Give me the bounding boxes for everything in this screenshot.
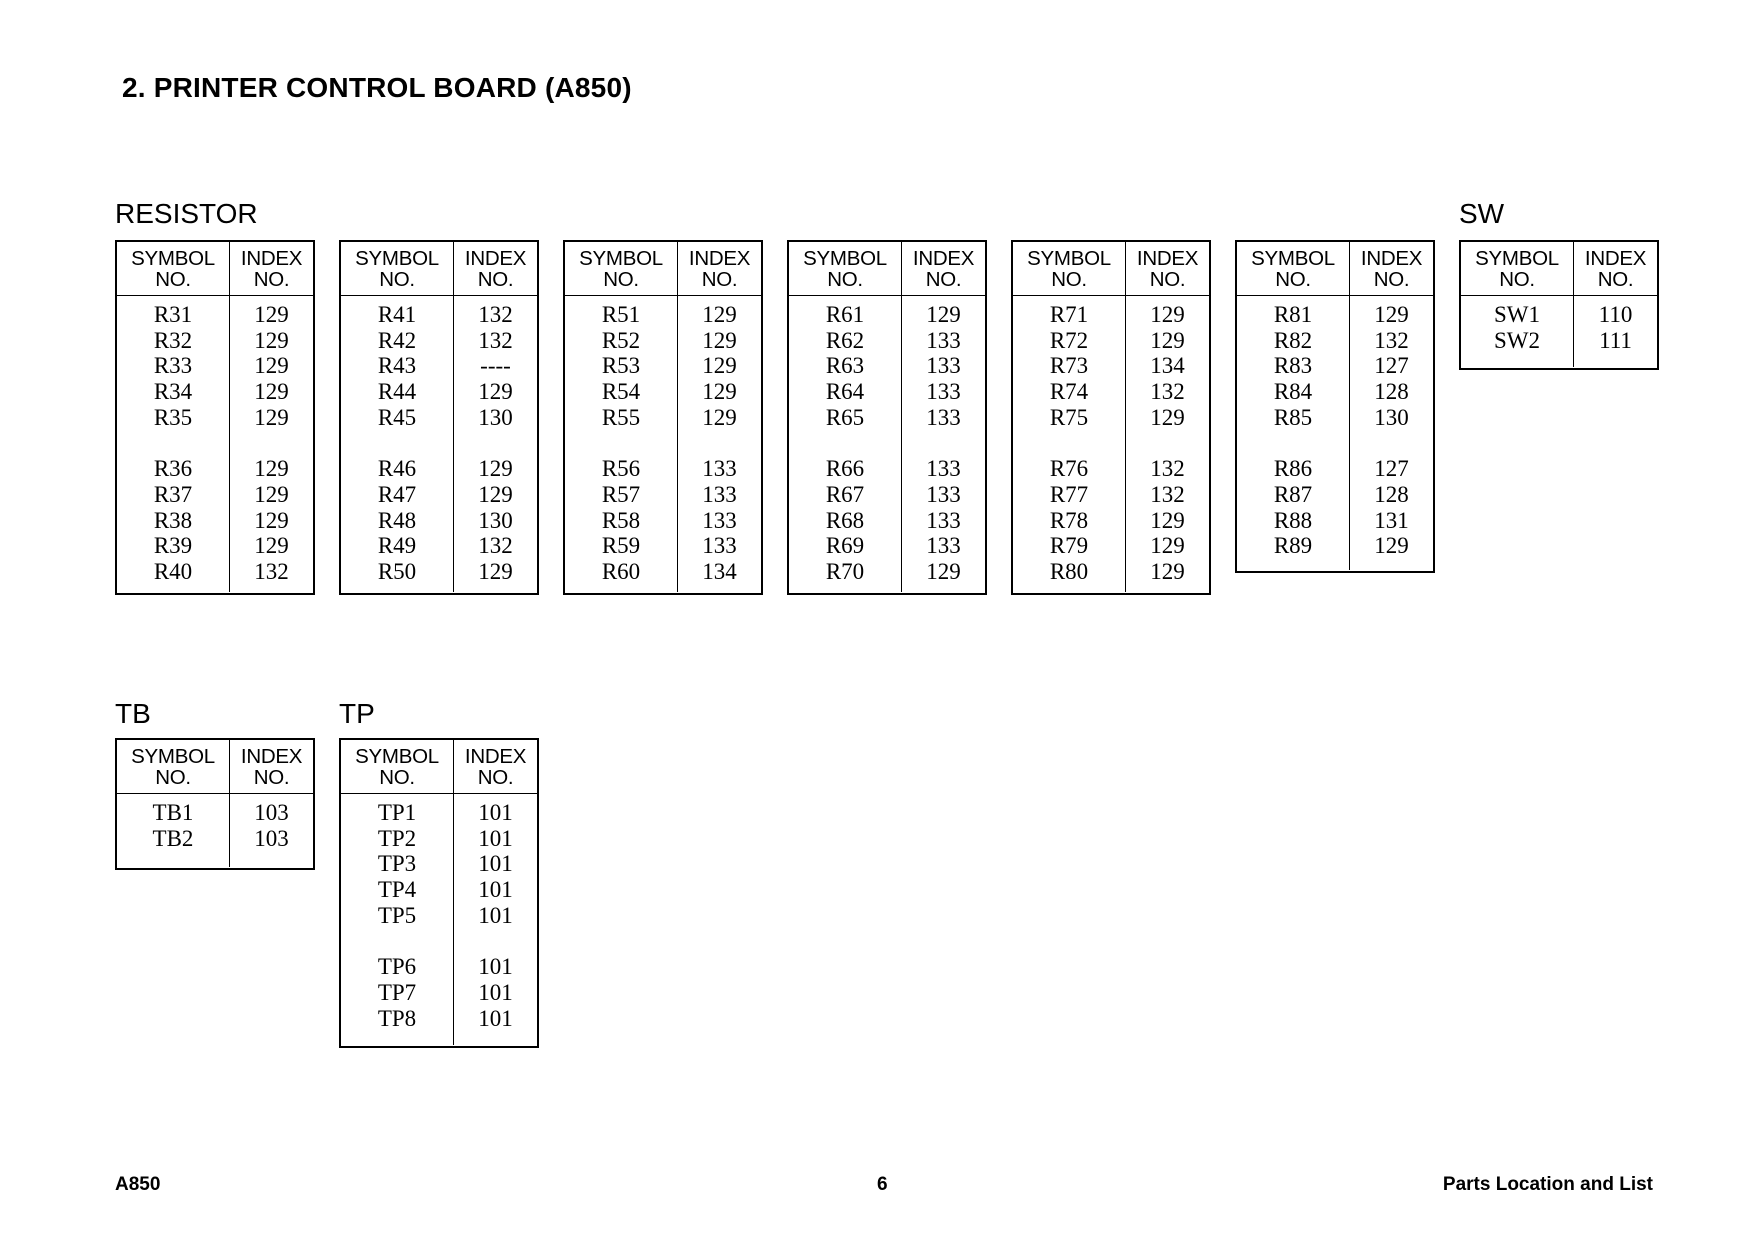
index-no-header: INDEX NO. — [1584, 246, 1647, 291]
symbol-cell: R55 — [601, 404, 641, 430]
symbol-cell: SW2 — [1494, 327, 1540, 353]
index-no-header: INDEX NO. — [464, 744, 527, 789]
table-header — [1013, 242, 1209, 296]
row-gap — [117, 430, 229, 456]
index-cell: 132 — [1150, 456, 1185, 482]
symbol-cell: TP5 — [377, 902, 417, 928]
row-gap — [1237, 430, 1349, 456]
symbol-cell: R86 — [1273, 456, 1313, 482]
symbol-cell: R42 — [377, 327, 417, 353]
symbol-cell: R80 — [1049, 558, 1089, 584]
index-no-header: INDEX NO. — [1136, 246, 1199, 291]
symbol-cell: R58 — [601, 507, 641, 533]
index-cell: 133 — [702, 456, 737, 482]
symbol-cell: TB2 — [152, 825, 194, 851]
index-cell: 129 — [702, 404, 737, 430]
index-cell: ---- — [480, 353, 511, 379]
index-cell: 130 — [478, 507, 513, 533]
index-cell: 101 — [478, 825, 513, 851]
symbol-no-header: SYMBOL NO. — [789, 242, 902, 295]
symbol-cell: R79 — [1049, 533, 1089, 559]
symbol-cell: TP7 — [377, 979, 417, 1005]
symbol-cell: R67 — [825, 481, 865, 507]
index-cell: 133 — [926, 327, 961, 353]
index-column — [454, 296, 537, 592]
symbol-cell: R87 — [1273, 481, 1313, 507]
section-label-sw: SW — [1459, 198, 1505, 229]
index-cell: 130 — [1374, 404, 1409, 430]
symbol-no-header: SYMBOL NO. — [117, 242, 230, 295]
table-header — [1461, 242, 1657, 296]
symbol-cell: R72 — [1049, 327, 1089, 353]
index-cell: 132 — [478, 533, 513, 559]
table-header — [789, 242, 985, 296]
index-cell: 111 — [1599, 327, 1632, 353]
index-cell: 129 — [254, 302, 289, 327]
symbol-cell: R77 — [1049, 481, 1089, 507]
symbol-cell: R53 — [601, 353, 641, 379]
index-cell: 129 — [1150, 327, 1185, 353]
symbol-no-header: SYMBOL NO. — [1461, 242, 1574, 295]
row-gap — [1350, 430, 1433, 456]
index-cell: 129 — [254, 533, 289, 559]
symbol-cell: R69 — [825, 533, 865, 559]
symbol-column — [1013, 296, 1126, 592]
symbol-cell: R37 — [153, 481, 193, 507]
symbol-cell: R75 — [1049, 404, 1089, 430]
symbol-cell: R43 — [377, 353, 417, 379]
index-column — [230, 794, 313, 867]
row-gap — [1126, 430, 1209, 456]
symbol-cell: R45 — [377, 404, 417, 430]
symbol-no-header: SYMBOL NO. — [117, 740, 230, 793]
symbol-cell: R63 — [825, 353, 865, 379]
table-header — [1237, 242, 1433, 296]
page-title: 2. PRINTER CONTROL BOARD (A850) — [122, 72, 632, 103]
symbol-cell: SW1 — [1494, 302, 1540, 327]
symbol-column — [565, 296, 678, 592]
index-cell: 133 — [702, 533, 737, 559]
symbol-cell: R31 — [153, 302, 193, 327]
symbol-cell: R66 — [825, 456, 865, 482]
index-cell: 129 — [478, 558, 513, 584]
symbol-cell: R38 — [153, 507, 193, 533]
index-no-header: INDEX NO. — [240, 744, 303, 789]
symbol-cell: R85 — [1273, 404, 1313, 430]
index-no-header: INDEX NO. — [464, 246, 527, 291]
index-no-header: INDEX NO. — [688, 246, 751, 291]
symbol-cell: R40 — [153, 558, 193, 584]
symbol-cell: R41 — [377, 302, 417, 327]
row-gap — [454, 928, 537, 954]
symbol-cell: TP1 — [377, 800, 417, 825]
symbol-cell: R84 — [1273, 379, 1313, 405]
index-cell: 134 — [702, 558, 737, 584]
index-cell: 132 — [1150, 379, 1185, 405]
symbol-cell: TP3 — [377, 851, 417, 877]
symbol-cell: R33 — [153, 353, 193, 379]
index-cell: 127 — [1374, 456, 1409, 482]
symbol-no-header: SYMBOL NO. — [1013, 242, 1126, 295]
index-column — [902, 296, 985, 592]
symbol-cell: TP6 — [377, 954, 417, 980]
index-column — [230, 296, 313, 592]
index-cell: 133 — [702, 481, 737, 507]
footer-model: A850 — [115, 1174, 161, 1195]
row-gap — [902, 430, 985, 456]
index-cell: 129 — [254, 507, 289, 533]
footer-page-number: 6 — [877, 1174, 888, 1195]
symbol-cell: R39 — [153, 533, 193, 559]
symbol-cell: R74 — [1049, 379, 1089, 405]
index-cell: 133 — [926, 481, 961, 507]
index-cell: 133 — [926, 379, 961, 405]
row-gap — [454, 430, 537, 456]
sw-table — [1459, 240, 1659, 370]
symbol-no-header: SYMBOL NO. — [341, 242, 454, 295]
index-cell: 129 — [254, 404, 289, 430]
index-cell: 101 — [478, 902, 513, 928]
symbol-cell: R48 — [377, 507, 417, 533]
symbol-cell: R34 — [153, 379, 193, 405]
symbol-cell: R36 — [153, 456, 193, 482]
symbol-cell: TP4 — [377, 877, 417, 903]
resistor-table-4 — [787, 240, 987, 595]
index-cell: 129 — [478, 456, 513, 482]
symbol-cell: R35 — [153, 404, 193, 430]
index-cell: 129 — [254, 379, 289, 405]
index-cell: 133 — [926, 404, 961, 430]
index-cell: 129 — [1150, 558, 1185, 584]
symbol-cell: R61 — [825, 302, 865, 327]
index-cell: 129 — [926, 558, 961, 584]
symbol-cell: R47 — [377, 481, 417, 507]
index-no-header: INDEX NO. — [912, 246, 975, 291]
symbol-column — [117, 794, 230, 867]
index-cell: 101 — [478, 800, 513, 825]
index-cell: 129 — [926, 302, 961, 327]
tb-table — [115, 738, 315, 870]
index-cell: 101 — [478, 851, 513, 877]
tp-table — [339, 738, 539, 1048]
row-gap — [341, 928, 453, 954]
symbol-cell: R83 — [1273, 353, 1313, 379]
symbol-cell: R88 — [1273, 507, 1313, 533]
symbol-cell: R54 — [601, 379, 641, 405]
index-column — [678, 296, 761, 592]
section-label-resistor: RESISTOR — [115, 198, 258, 229]
index-cell: 129 — [254, 327, 289, 353]
index-cell: 101 — [478, 954, 513, 980]
symbol-cell: R82 — [1273, 327, 1313, 353]
index-cell: 133 — [926, 353, 961, 379]
symbol-no-header: SYMBOL NO. — [341, 740, 454, 793]
symbol-cell: TP8 — [377, 1005, 417, 1031]
symbol-no-header: SYMBOL NO. — [1237, 242, 1350, 295]
index-cell: 129 — [702, 379, 737, 405]
symbol-cell: R78 — [1049, 507, 1089, 533]
index-cell: 129 — [1150, 302, 1185, 327]
symbol-cell: R64 — [825, 379, 865, 405]
index-cell: 129 — [1374, 302, 1409, 327]
table-header — [117, 740, 313, 794]
symbol-cell: R59 — [601, 533, 641, 559]
symbol-cell: R71 — [1049, 302, 1089, 327]
index-cell: 129 — [478, 379, 513, 405]
symbol-cell: R65 — [825, 404, 865, 430]
index-cell: 129 — [1150, 533, 1185, 559]
index-cell: 128 — [1374, 481, 1409, 507]
symbol-cell: R52 — [601, 327, 641, 353]
resistor-table-1 — [115, 240, 315, 595]
index-no-header: INDEX NO. — [1360, 246, 1423, 291]
index-cell: 129 — [254, 456, 289, 482]
symbol-cell: R73 — [1049, 353, 1089, 379]
row-gap — [341, 430, 453, 456]
row-gap — [230, 430, 313, 456]
symbol-cell: R57 — [601, 481, 641, 507]
resistor-table-2 — [339, 240, 539, 595]
index-cell: 132 — [254, 558, 289, 584]
symbol-cell: R44 — [377, 379, 417, 405]
table-header — [565, 242, 761, 296]
index-no-header: INDEX NO. — [240, 246, 303, 291]
symbol-column — [117, 296, 230, 592]
symbol-cell: R51 — [601, 302, 641, 327]
index-cell: 101 — [478, 877, 513, 903]
symbol-cell: TB1 — [152, 800, 194, 825]
symbol-cell: R60 — [601, 558, 641, 584]
symbol-cell: R68 — [825, 507, 865, 533]
index-cell: 129 — [1150, 507, 1185, 533]
resistor-table-5 — [1011, 240, 1211, 595]
row-gap — [789, 430, 901, 456]
resistor-table-3 — [563, 240, 763, 595]
symbol-cell: R32 — [153, 327, 193, 353]
index-cell: 129 — [254, 481, 289, 507]
row-gap — [565, 430, 677, 456]
index-cell: 132 — [1374, 327, 1409, 353]
symbol-column — [341, 794, 454, 1045]
index-cell: 133 — [926, 533, 961, 559]
symbol-column — [789, 296, 902, 592]
index-cell: 129 — [254, 353, 289, 379]
symbol-cell: R56 — [601, 456, 641, 482]
index-cell: 101 — [478, 1005, 513, 1031]
section-label-tb: TB — [115, 698, 151, 729]
index-cell: 129 — [702, 302, 737, 327]
index-cell: 130 — [478, 404, 513, 430]
index-cell: 131 — [1374, 507, 1409, 533]
section-label-tp: TP — [339, 698, 375, 729]
index-cell: 133 — [926, 456, 961, 482]
table-header — [341, 740, 537, 794]
symbol-cell: TP2 — [377, 825, 417, 851]
index-cell: 133 — [926, 507, 961, 533]
table-header — [117, 242, 313, 296]
index-column — [1350, 296, 1433, 570]
symbol-column — [341, 296, 454, 592]
footer-section-title: Parts Location and List — [1442, 1174, 1653, 1195]
index-cell: 132 — [478, 302, 513, 327]
index-cell: 110 — [1598, 302, 1633, 327]
index-column — [1126, 296, 1209, 592]
symbol-column — [1237, 296, 1350, 570]
index-cell: 129 — [478, 481, 513, 507]
resistor-table-6 — [1235, 240, 1435, 573]
index-cell: 129 — [1374, 533, 1409, 559]
index-cell: 127 — [1374, 353, 1409, 379]
table-header — [341, 242, 537, 296]
index-cell: 103 — [254, 800, 289, 825]
index-cell: 128 — [1374, 379, 1409, 405]
index-cell: 103 — [254, 825, 289, 851]
symbol-cell: R49 — [377, 533, 417, 559]
symbol-no-header: SYMBOL NO. — [565, 242, 678, 295]
symbol-cell: R50 — [377, 558, 417, 584]
index-column — [454, 794, 537, 1045]
index-cell: 129 — [1150, 404, 1185, 430]
index-cell: 101 — [478, 979, 513, 1005]
symbol-cell: R62 — [825, 327, 865, 353]
index-cell: 133 — [702, 507, 737, 533]
symbol-cell: R46 — [377, 456, 417, 482]
symbol-cell: R81 — [1273, 302, 1313, 327]
index-cell: 134 — [1150, 353, 1185, 379]
symbol-cell: R70 — [825, 558, 865, 584]
symbol-cell: R76 — [1049, 456, 1089, 482]
row-gap — [678, 430, 761, 456]
symbol-cell: R89 — [1273, 533, 1313, 559]
row-gap — [1013, 430, 1125, 456]
index-cell: 132 — [1150, 481, 1185, 507]
index-cell: 129 — [702, 327, 737, 353]
index-column — [1574, 296, 1657, 367]
index-cell: 132 — [478, 327, 513, 353]
symbol-column — [1461, 296, 1574, 367]
index-cell: 129 — [702, 353, 737, 379]
